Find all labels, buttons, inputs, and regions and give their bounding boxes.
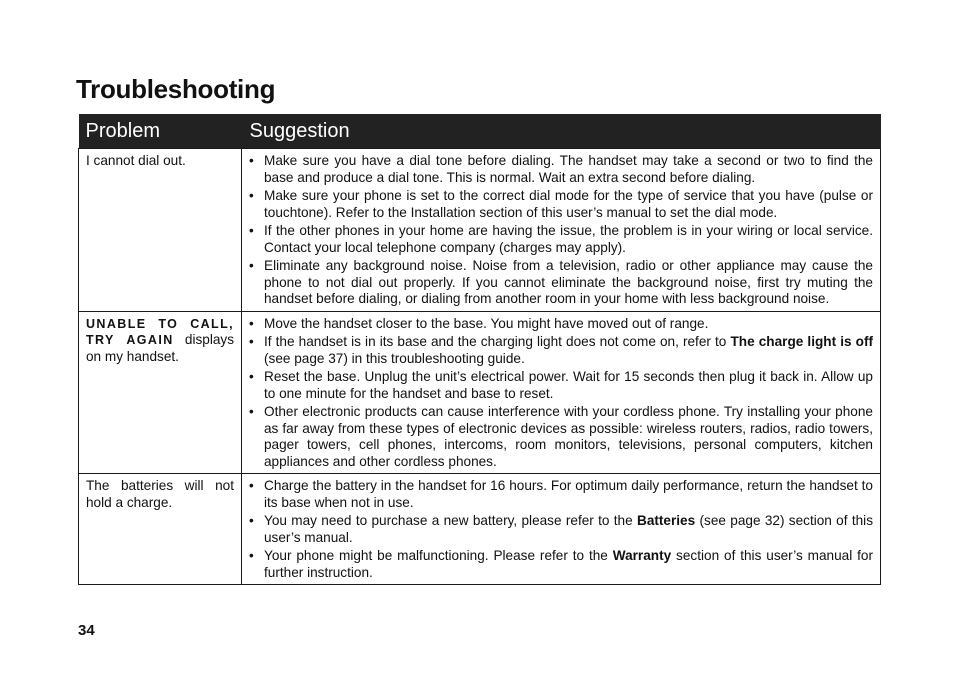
table-row [79, 149, 881, 312]
suggestion-item: • Other electronic products can cause interference with your cordless phone. Try installing your phone as far away from these types of electronic devices as possible: wireless routers, radios, radio towers, pager towers, cell phones, intercoms, room monitors, televisions, personal computers, kitchen appliances and other cordless phones. [249, 404, 873, 470]
suggestion-list [249, 478, 873, 581]
suggestion-item [249, 513, 873, 546]
suggestion-text: section of this user’s manual for further instruction. [264, 548, 873, 580]
problem-text [86, 316, 234, 366]
problem-text: The batteries will not hold a charge. [86, 478, 234, 510]
problem-text: I cannot dial out. [86, 153, 186, 168]
cross-reference: The charge light is off [730, 334, 873, 349]
suggestion-text: You may need to purchase a new battery, please refer to the [264, 513, 637, 528]
suggestion-item: • If the other phones in your home are having the issue, the problem is in your wiring or local service. Contact your local telephone company (charges may apply). [249, 223, 873, 256]
problem-cell [79, 311, 242, 474]
table-row [79, 311, 881, 474]
problem-text-rest: displays on my handset. [86, 332, 234, 364]
suggestion-item: • Make sure you have a dial tone before dialing. The handset may take a second or two to find the base and produce a dial tone. This is normal. Wait an extra second before dialing. [249, 153, 873, 186]
suggestion-item: • Reset the base. Unplug the unit’s electrical power. Wait for 15 seconds then plug it back in. Allow up to one minute for the handset and base to reset. [249, 369, 873, 402]
suggestion-cell [242, 149, 881, 312]
problem-cell [79, 149, 242, 312]
page-number: 34 [78, 622, 95, 639]
header-suggestion: Suggestion [242, 114, 881, 149]
suggestion-text: If the handset is in its base and the charging light does not come on, refer to [264, 334, 731, 349]
cross-reference: Warranty [612, 548, 672, 563]
suggestion-item: • Make sure your phone is set to the correct dial mode for the type of service that you have (pulse or touchtone). Refer to the Installation section of this user’s manual to set the dial mode. [249, 188, 873, 221]
suggestion-item: • Charge the battery in the handset for 16 hours. For optimum daily performance, return the handset to its base when not in use. [249, 478, 873, 511]
suggestion-item: • Move the handset closer to the base. You might have moved out of range. [249, 316, 873, 333]
table-header-row [79, 114, 881, 149]
display-message: UNABLE TO CALL, TRY AGAIN [86, 316, 234, 347]
page-title: Troubleshooting [76, 74, 276, 104]
suggestion-text: (see page 37) in this troubleshooting guide. [264, 350, 525, 366]
header-problem: Problem [79, 114, 242, 149]
suggestion-item [249, 548, 873, 581]
suggestion-list [249, 316, 873, 471]
problem-cell [79, 474, 242, 585]
suggestion-list [249, 153, 873, 308]
suggestion-item: • Eliminate any background noise. Noise from a television, radio or other appliance may cause the phone to not dial out properly. If you cannot eliminate the background noise, first try muting the handset before dialing, or dialing from another room in your home with less background noise. [249, 258, 873, 308]
suggestion-text: (see page 32) section of this user’s manual. [264, 513, 873, 545]
table-row [79, 474, 881, 585]
suggestion-item [249, 334, 873, 367]
suggestion-cell [242, 474, 881, 585]
suggestion-cell [242, 311, 881, 474]
cross-reference: Batteries [637, 513, 696, 528]
suggestion-text: Your phone might be malfunctioning. Please refer to the [264, 548, 613, 563]
troubleshooting-table [78, 114, 881, 585]
